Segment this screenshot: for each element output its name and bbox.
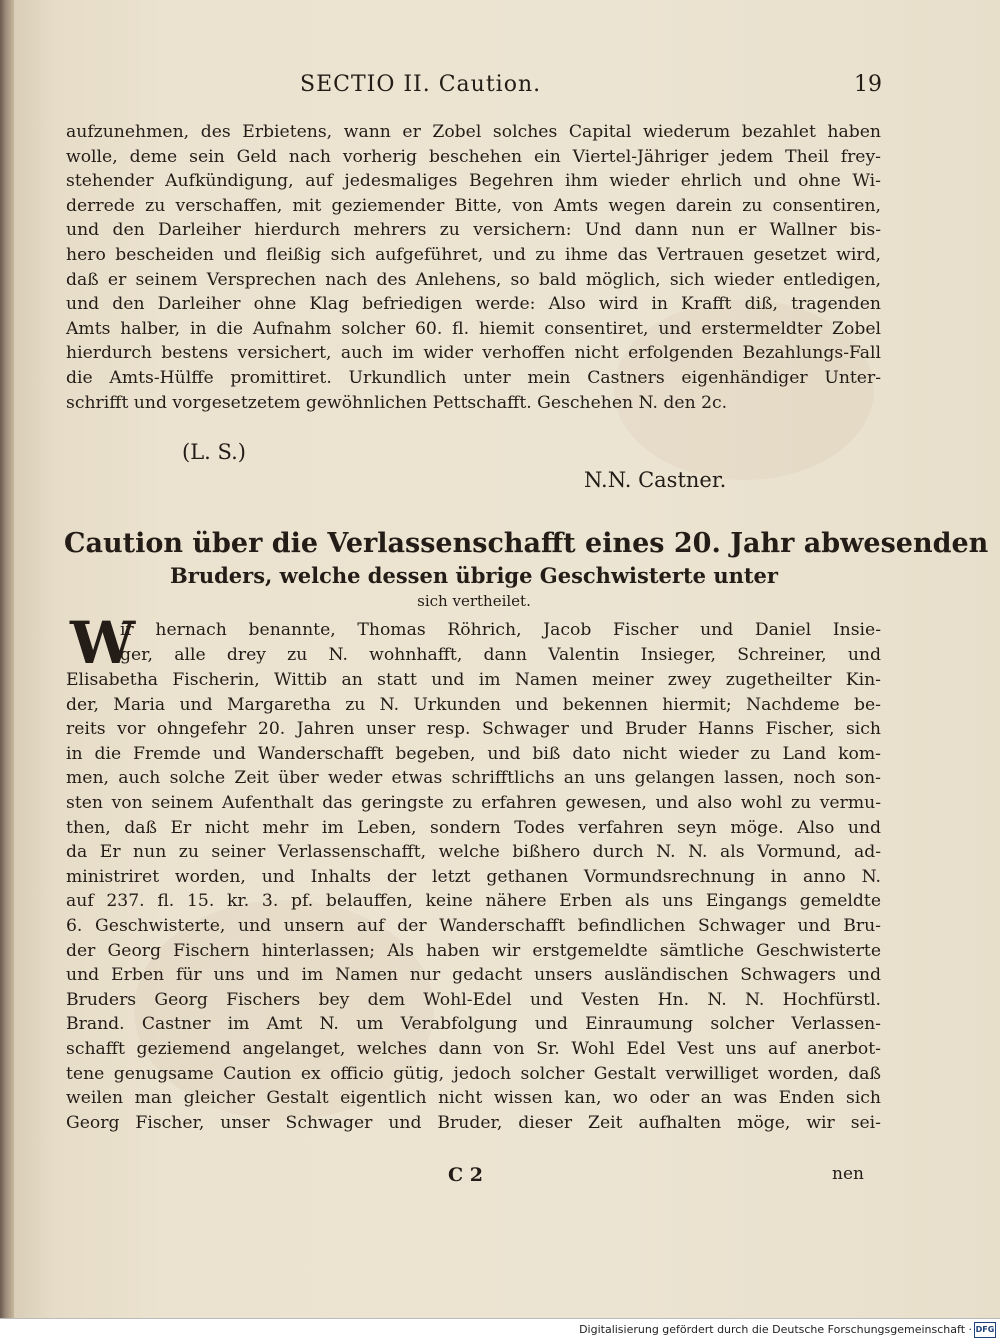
paragraph-main-intro: [120, 618, 881, 667]
text-line: und Erben für uns und im Namen nur gedacht unsers ausländischen Schwagers und: [66, 965, 881, 986]
text-line: Elisabetha Fischerin, Wittib an statt und im Namen meiner zwey zugetheilter Kin-: [66, 670, 881, 690]
text-line: schafft geziemend angelanget, welches dann von Sr. Wohl Edel Vest uns auf anerbot-: [66, 1038, 881, 1059]
text-line: der Georg Fischern hinterlassen; Als haben wir erstgemeldte sämtliche Geschwisterte: [66, 940, 881, 961]
text-line: derrede zu verschaffen, mit geziemender Bitte, von Amts wegen darein zu consentiren,: [66, 195, 881, 216]
seal-placeholder: (L. S.): [182, 440, 246, 464]
text-line: der, Maria und Margaretha zu N. Urkunden und bekennen hiermit; Nachdeme be-: [66, 694, 881, 715]
text-line: ministriret worden, und Inhalts der letzt gethanen Vormundsrechnung in anno N.: [66, 866, 881, 887]
text-line: men, auch solche Zeit über weder etwas schrifftlichs an uns gelangen lassen, noch son-: [66, 768, 881, 789]
text-line: Brand. Castner im Amt N. um Verabfolgung und Einraumung solcher Verlassen-: [66, 1014, 881, 1035]
funding-notice: Digitalisierung gefördert durch die Deutsche Forschungsgemeinschaft ·: [579, 1323, 972, 1336]
text-line: schrifft und vorgesetzetem gewöhnlichen Pettschafft. Geschehen N. den 2c.: [66, 392, 728, 413]
page-header: [14, 72, 1000, 106]
paragraph-top: [66, 120, 881, 415]
heading-line-3: sich vertheilet.: [417, 592, 531, 610]
text-line: 6. Geschwisterte, und unsern auf der Wanderschafft befindlichen Schwager und Bru-: [66, 915, 881, 936]
text-line: und den Darleiher hierdurch mehrers zu versichern: Und dann nun er Wallner bis-: [66, 220, 881, 241]
text-line: auf 237. fl. 15. kr. 3. pf. belauffen, keine nähere Erben als uns Eingangs gemeldte: [66, 891, 881, 912]
text-line: in die Fremde und Wanderschafft begeben, und biß dato nicht wieder zu Land kom-: [66, 743, 881, 764]
text-line: daß er seinem Versprechen nach des Anlehens, so bald möglich, sich wieder entledigen,: [66, 269, 881, 290]
text-line: die Amts-Hülffe promittiret. Urkundlich unter mein Castners eigenhändiger Unter-: [66, 367, 881, 388]
text-line: ir hernach benannte, Thomas Röhrich, Jacob Fischer und Daniel Insie-: [120, 620, 881, 640]
text-line: sten von seinem Aufenthalt das geringste zu erfahren gewesen, und also wohl zu vermu-: [66, 792, 881, 813]
book-binding: [0, 0, 14, 1318]
heading-line-1: Caution über die Verlassenschafft eines 20. Jahr abwesenden: [64, 528, 989, 559]
text-line: hero bescheiden und fleißig sich aufgeführet, und zu ihme das Vertrauen gesetzet wird,: [66, 244, 881, 265]
text-line: hierdurch bestens versichert, auch im wider verhoffen nicht erfolgenden Bezahlungs-Fall: [66, 343, 881, 364]
paragraph-main: [66, 668, 881, 1135]
text-line: da Er nun zu seiner Verlassenschafft, welche bißhero durch N. N. als Vormund, ad-: [66, 842, 881, 863]
text-line: Bruders Georg Fischers bey dem Wohl-Edel und Vesten Hn. N. N. Hochfürstl.: [66, 989, 881, 1010]
text-line: und den Darleiher ohne Klag befriedigen werde: Also wird in Krafft diß, tragenden: [66, 294, 881, 315]
digitization-footer: [0, 1318, 1000, 1342]
drop-capital: W: [70, 609, 136, 677]
heading-line-2: Bruders, welche dessen übrige Geschwisterte unter: [170, 563, 778, 588]
page-foot: [14, 1164, 1000, 1194]
text-line: wolle, deme sein Geld nach vorherig beschehen ein Viertel-Jähriger jedem Theil frey-: [66, 146, 881, 167]
catchword: nen: [832, 1164, 864, 1184]
section-title: SECTIO II. Caution.: [300, 72, 542, 97]
dfg-logo-icon: DFG: [974, 1322, 996, 1338]
text-line: then, daß Er nicht mehr im Leben, sondern Todes verfahren seyn möge. Also und: [66, 817, 881, 838]
text-line: weilen man gleicher Gestalt eigentlich nicht wissen kan, wo oder an was Enden sich: [66, 1088, 881, 1109]
text-line: ger, alle drey zu N. wohnhafft, dann Valentin Insieger, Schreiner, und: [120, 644, 881, 665]
text-line: tene genugsame Caution ex officio gütig, jedoch solcher Gestalt verwilliget worden, daß: [66, 1063, 881, 1084]
text-line: Amts halber, in die Aufnahm solcher 60. fl. hiemit consentiret, und erstermeldter Zobel: [66, 318, 881, 339]
signature-mark: C 2: [448, 1164, 483, 1186]
page-number: 19: [854, 72, 882, 97]
text-line: aufzunehmen, des Erbietens, wann er Zobel solches Capital wiederum bezahlet haben: [66, 122, 881, 142]
book-page: [14, 0, 1000, 1318]
text-line: reits vor ohngefehr 20. Jahren unser resp. Schwager und Bruder Hanns Fischer, sich: [66, 719, 881, 740]
text-line: stehender Aufkündigung, auf jedesmaliges Begehren ihm wieder ehrlich und ohne Wi-: [66, 171, 881, 192]
text-line: Georg Fischer, unser Schwager und Bruder, dieser Zeit aufhalten möge, wir sei-: [66, 1112, 881, 1133]
signature: N.N. Castner.: [584, 468, 727, 492]
